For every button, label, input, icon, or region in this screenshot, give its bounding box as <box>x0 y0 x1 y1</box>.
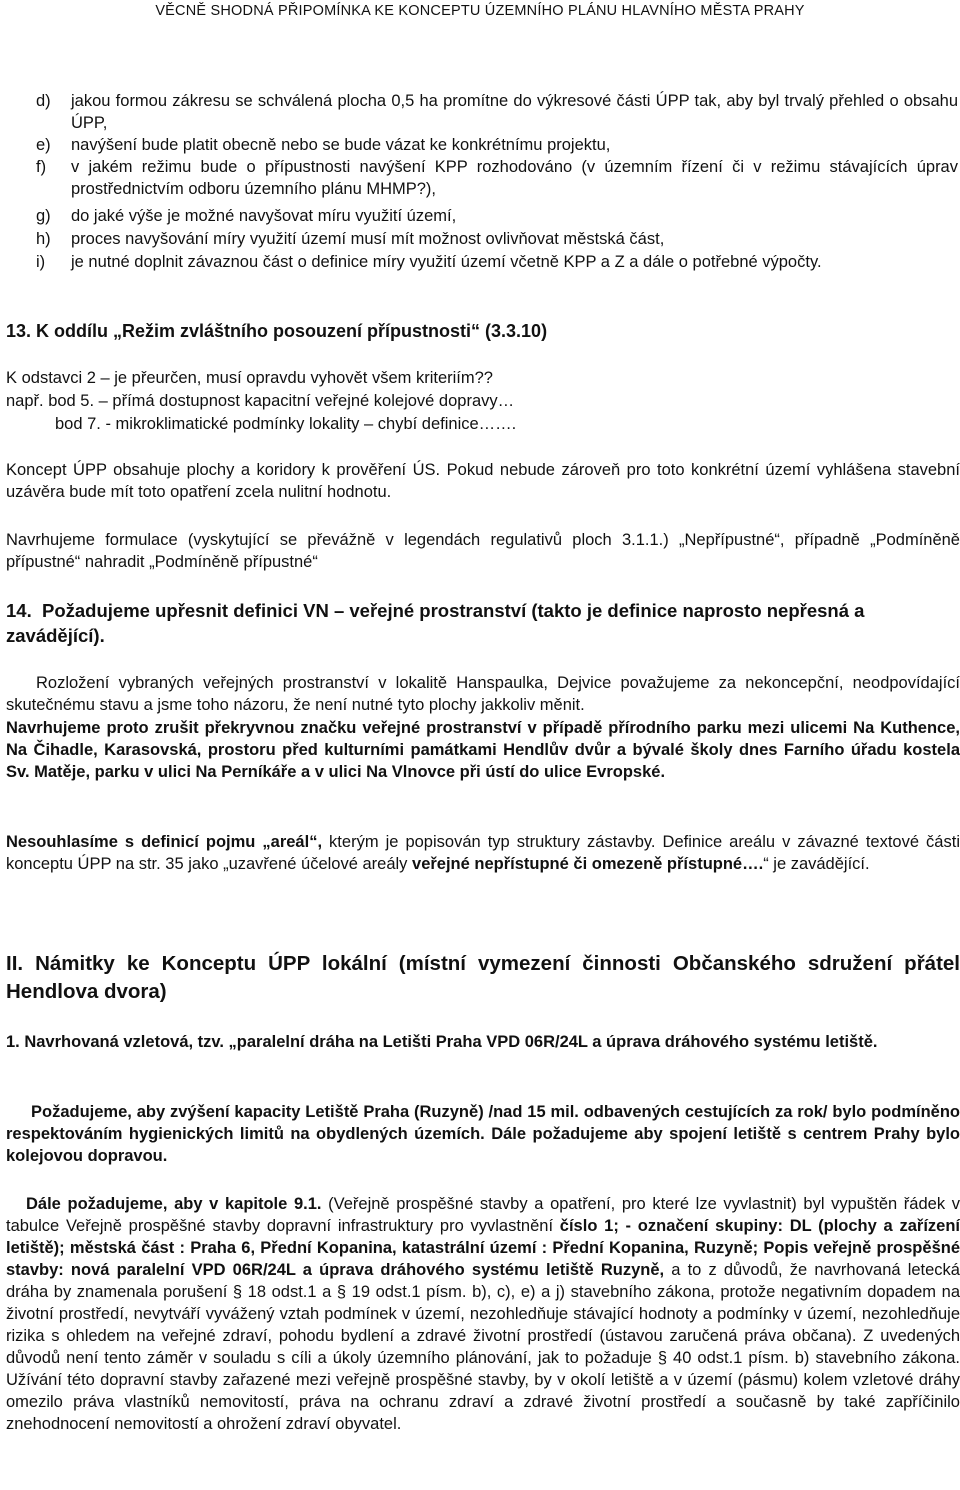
sec14-heading-text: Požadujeme upřesnit definici VN – veřejné prostranství (takto je definice naprosto nepřesná a zavádějící). <box>6 600 865 646</box>
table-row-reference: číslo 1; - označení skupiny: DL (plochy a zařízení letiště); městská část : Praha 6, Přední Kopanina, katastrální území : Přední Kopanina, Ruzyně; Popis veřejně prospěšné stavby: nová paralelní VPD 06R/24L a úprava dráhového systému letiště Ruzyně, <box>6 1217 960 1279</box>
sec13-line-3: bod 7. - mikroklimatické podmínky lokality – chybí definice……. <box>55 415 517 433</box>
section-13-heading: 13. K oddílu „Režim zvláštního posouzení přípustnosti“ (3.3.10) <box>6 321 548 341</box>
list-text: do jaké výše je možné navyšovat míru využití území, <box>71 207 457 225</box>
chapter-text: (Veřejně prospěšné stavby a opatření, pro které lze vyvlastnit) byl vypuštěn řádek v tabulce Veřejně prospěšné stavby dopravní infrastruktury pro vyvlastnění <box>6 1195 960 1235</box>
sec2-paragraph-1: Požadujeme, aby zvýšení kapacity Letiště Praha (Ruzyně) /nad 15 mil. odbavených cestujících za rok/ bylo podmíněno respektováním hygienických limitů na obydlených územích. Dále požadujeme aby spojení letiště s centrem Prahy bylo kolejovou dopravou. <box>6 1103 960 1165</box>
sec2-subheading-1: 1. Navrhovaná vzletová, tzv. „paralelní dráha na Letišti Praha VPD 06R/24L a úprava dráhového systému letiště. <box>6 1033 878 1051</box>
areal-definition-text: kterým je popisován typ struktury zástavby. Definice areálu v závazné textové části konceptu ÚPP na str. 35 jako „uzavřené účelové areály <box>6 833 960 873</box>
sec14-paragraph-3 <box>6 831 960 875</box>
sec2-paragraph-2 <box>6 1193 960 1435</box>
sec13-paragraph-1: Koncept ÚPP obsahuje plochy a koridory k prověření ÚS. Pokud nebude zároveň pro toto konkrétní území vyhlášena stavební uzávěra bude mít toto opatření zcela nulitní hodnotu. <box>6 461 960 501</box>
list-label: i) <box>36 253 46 271</box>
list-text: je nutné doplnit závaznou část o definice míry využití území včetně KPP a Z a dále o potřebné výpočty. <box>71 253 822 271</box>
list-text: jakou formou zákresu se schválená plocha 0,5 ha promítne do výkresové části ÚPP tak, aby byl trvalý přehled o obsahu ÚPP, <box>71 92 958 132</box>
list-text: navýšení bude platit obecně nebo se bude vázat ke konkrétnímu projektu, <box>71 136 611 154</box>
sec13-line-1: K odstavci 2 – je přeurčen, musí opravdu vyhovět všem kriteriím?? <box>6 369 493 387</box>
sec14-number: 14. <box>6 600 32 621</box>
sec13-paragraph-2: Navrhujeme formulace (vyskytující se převážně v legendách regulativů ploch 3.1.1.) „Nepřípustné“, případně „Podmíněně přípustné“ nahradit „Podmíněně přípustné“ <box>6 531 960 571</box>
list-label: d) <box>36 92 51 110</box>
areal-disagreement: Nesouhlasíme s definicí pojmu „areál“, <box>6 833 323 851</box>
sec14-paragraph-2: Navrhujeme proto zrušit překryvnou značku veřejné prostranství v případě přírodního parku mezi ulicemi Na Kuthence, Na Čihadle, Karasovská, prostoru před kulturními památkami Hendlův dvůr a bývalé školy dnes Farního úřadu kostela Sv. Matěje, parku v ulici Na Perníkáře a v ulici Na Vlnovce při ústí do ulice Evropské. <box>6 719 960 781</box>
list-label: f) <box>36 158 47 176</box>
sec14-paragraph-1: Rozložení vybraných veřejných prostranství v lokalitě Hanspaulka, Dejvice považujeme za nekoncepční, neodpovídající skutečnému stavu a jsme toho názoru, že není nutné tyto plochy jakkoliv měnit. <box>6 674 960 714</box>
areal-emphasis: veřejné nepřístupné či omezeně přístupné…. <box>412 855 764 873</box>
chapter-request: Dále požadujeme, aby v kapitole 9.1. <box>26 1195 322 1213</box>
section-14-heading <box>6 598 960 648</box>
areal-ending: “ je zavádějící. <box>763 855 870 873</box>
list-label: h) <box>36 230 51 248</box>
justification-text: a to z důvodů, že navrhovaná letecká dráha by znamenala porušení § 18 odst.1 a § 19 odst.1 písm. b), c), e) a j) stavebního zákona, protože negativním dopadem na životní prostředí, nevytváří vyvážený vztah podmínek v území, nezohledňuje stávající hodnoty a podmínky v území, nezohledňuje rizika s ohledem na veřejné zdraví, pohodu bydlení a zdravé životní prostředí (ústavou zaručená práva občana). Z uvedených důvodů není tento záměr v souladu s cíli a úkoly územního plánování, jak to požaduje § 40 odst.1 písm. b) stavebního zákona. Užívání této dopravní stavby zařazené mezi veřejně prospěšné stavby, by v okolí letiště a v území (pásmu) kolem vzletové dráhy omezilo práva vlastníků nemovitostí, práva na ochranu zdraví a zdravé životní prostředí a současně by také zapříčinilo znehodnocení nemovitostí a ohrožení zdraví obyvatel. <box>6 1261 960 1433</box>
list-text: proces navyšování míry využití území musí mít možnost ovlivňovat městská část, <box>71 230 665 248</box>
list-label: e) <box>36 136 51 154</box>
page-header: VĚCNĚ SHODNÁ PŘIPOMÍNKA KE KONCEPTU ÚZEMNÍHO PLÁNU HLAVNÍHO MĚSTA PRAHY <box>155 3 805 19</box>
section-II-heading: II. Námitky ke Konceptu ÚPP lokální (místní vymezení činnosti Občanského sdružení přátel Hendlova dvora) <box>6 952 960 1003</box>
sec13-line-2: např. bod 5. – přímá dostupnost kapacitní veřejné kolejové dopravy… <box>6 392 515 410</box>
list-label: g) <box>36 207 51 225</box>
list-text: v jakém režimu bude o přípustnosti navýšení KPP rozhodováno (v územním řízení či v režimu stávajících úprav prostřednictvím odboru územního plánu MHMP?), <box>71 158 958 198</box>
